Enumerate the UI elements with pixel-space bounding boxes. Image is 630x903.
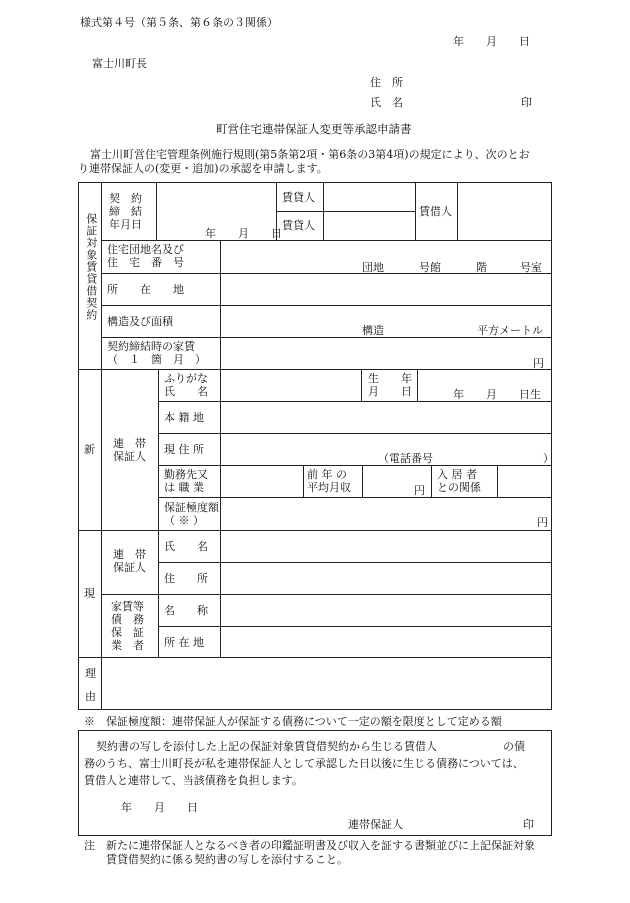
income-yen: 円 bbox=[414, 484, 425, 497]
contract-date-label-1: 契 約 bbox=[109, 192, 142, 205]
note-line-1: 注 新たに連帯保証人となるべき者の印鑑証明書及び収入を証する書類並びに上記保証対象 bbox=[84, 839, 535, 852]
birth-label-1: 生 年 bbox=[368, 372, 412, 385]
pledge-line-1: 契約書の写しを添付した上記の保証対象賃貸借契約から生じる賃借人 の債 bbox=[96, 740, 525, 753]
limit-label-1: 保証極度額 bbox=[164, 501, 219, 514]
housing-unit-kai: 階 bbox=[476, 261, 487, 274]
pledge-date: 年 月 日 bbox=[121, 801, 198, 814]
contract-date-label-2: 締 結 bbox=[109, 205, 142, 218]
housing-unit-gokan: 号館 bbox=[419, 261, 441, 274]
lessor-label-2: 賃貸人 bbox=[282, 219, 315, 232]
contract-date-label-3: 年月日 bbox=[109, 218, 142, 231]
page-title: 町営住宅連帯保証人変更等承認申請書 bbox=[216, 122, 412, 136]
name-label: 氏 名 bbox=[370, 96, 403, 109]
location-label: 所 在 地 bbox=[107, 283, 184, 296]
company-label-4: 業 者 bbox=[111, 639, 144, 652]
form-number: 様式第４号（第５条、第６条の３関係） bbox=[80, 16, 278, 29]
intro-line-1: 富士川町営住宅管理条例施行規則(第5条第2項・第6条の3第4項)の規定により、次のとお bbox=[90, 148, 530, 161]
pledge-line-2: 務のうち、富士川町長が私を連帯保証人として承認した日以後に生じる債務については、 bbox=[84, 757, 524, 770]
relation-label-2: との関係 bbox=[437, 481, 481, 494]
date-line: 年 月 日 bbox=[453, 35, 530, 48]
housing-label-2: 住 宅 番 号 bbox=[107, 256, 184, 269]
domicile-label: 本 籍 地 bbox=[164, 411, 204, 424]
cur-guarantor-label-1: 連 帯 bbox=[113, 548, 146, 561]
pledge-line-3: 賃借人と連帯して、当該債務を負担します。 bbox=[84, 774, 303, 787]
cur-address-label: 住 所 bbox=[164, 572, 208, 585]
note-line-2: 賃貸借契約に係る契約書の写しを添付すること。 bbox=[84, 853, 348, 866]
cur-name-label: 氏 名 bbox=[164, 540, 208, 553]
rent-label-2: （ １ 箇 月 ） bbox=[107, 353, 206, 366]
structure-unit: 構造 bbox=[362, 324, 384, 337]
phone-label: （電話番号 ） bbox=[378, 452, 554, 465]
income-label-2: 平均月収 bbox=[307, 481, 351, 494]
section-current-label: 現 bbox=[84, 587, 95, 600]
birth-units: 年 月 日生 bbox=[453, 388, 541, 401]
lessee-label: 賃借人 bbox=[419, 205, 452, 218]
addressee: 富士川町長 bbox=[92, 57, 147, 70]
income-label-1: 前 年 の bbox=[307, 468, 347, 481]
structure-label: 構造及び面積 bbox=[107, 315, 173, 328]
new-guarantor-label-2: 保証人 bbox=[113, 450, 146, 463]
new-guarantor-label-1: 連 帯 bbox=[113, 437, 146, 450]
limit-yen: 円 bbox=[537, 516, 548, 529]
housing-unit-goshitsu: 号室 bbox=[520, 261, 542, 274]
section-contract-label: 保証対象賃貸借契約 bbox=[84, 213, 98, 321]
current-address-label: 現 住 所 bbox=[164, 443, 204, 456]
housing-unit-danchi: 団地 bbox=[362, 261, 384, 274]
reason-label-2: 由 bbox=[85, 690, 96, 703]
work-label-1: 勤務先又 bbox=[164, 468, 208, 481]
company-label-1: 家賃等 bbox=[111, 600, 144, 613]
birth-label-2: 月 日 bbox=[368, 385, 412, 398]
company-label-2: 債 務 bbox=[111, 613, 144, 626]
footnote: ※ 保証極度額：連帯保証人が保証する債務について一定の額を限度として定める額 bbox=[84, 715, 502, 728]
lessor-label: 賃貸人 bbox=[282, 191, 315, 204]
company-location-label: 所 在 地 bbox=[164, 636, 204, 649]
furigana-label: ふりがな bbox=[164, 372, 208, 385]
intro-line-2: り連帯保証人の(変更・追加)の承認を申請します。 bbox=[78, 162, 328, 175]
cur-guarantor-label-2: 保証人 bbox=[113, 561, 146, 574]
area-unit: 平方メートル bbox=[477, 324, 543, 337]
work-label-2: は 職 業 bbox=[164, 481, 204, 494]
rent-label-1: 契約締結時の家賃 bbox=[107, 340, 195, 353]
contract-date-units: 年 月 日 bbox=[205, 227, 282, 240]
address-label: 住 所 bbox=[370, 76, 403, 89]
housing-label-1: 住宅団地名及び bbox=[107, 243, 184, 256]
rent-yen: 円 bbox=[533, 357, 544, 370]
company-name-label: 名 称 bbox=[164, 604, 208, 617]
relation-label-1: 入 居 者 bbox=[437, 468, 477, 481]
pledge-signer: 連帯保証人 bbox=[348, 818, 403, 831]
limit-label-2: （ ※ ） bbox=[164, 514, 204, 527]
reason-label-1: 理 bbox=[85, 667, 96, 680]
company-label-3: 保 証 bbox=[111, 626, 144, 639]
section-new-label: 新 bbox=[84, 443, 95, 456]
name-label-new: 氏 名 bbox=[164, 385, 208, 398]
seal-mark: 印 bbox=[521, 96, 532, 109]
pledge-seal: 印 bbox=[523, 818, 534, 831]
